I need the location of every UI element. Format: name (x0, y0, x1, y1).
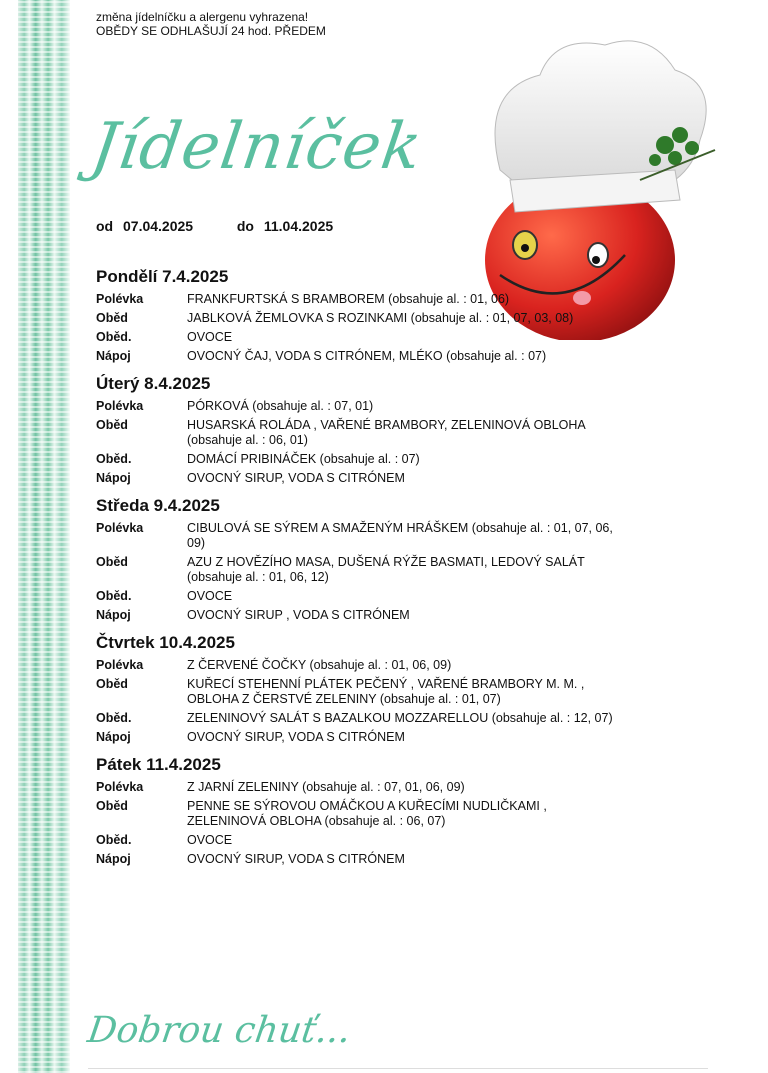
notice-line-2: OBĚDY SE ODHLAŠUJÍ 24 hod. PŘEDEM (96, 24, 326, 38)
row-text: OVOCNÝ ČAJ, VODA S CITRÓNEM, MLÉKO (obsahuje al. : 07) (187, 349, 547, 363)
menu-row (96, 608, 626, 623)
row-label: Polévka (96, 292, 144, 306)
menu-row (96, 311, 626, 326)
row-label: Oběd (96, 799, 128, 813)
row-label: Oběd. (96, 330, 132, 344)
row-label: Polévka (96, 399, 144, 413)
menu-row (96, 418, 626, 448)
menu-row (96, 711, 626, 726)
row-label: Polévka (96, 780, 144, 794)
row-label: Nápoj (96, 852, 131, 866)
row-text: FRANKFURTSKÁ S BRAMBOREM (obsahuje al. : 01, 06) (187, 292, 510, 306)
row-label: Nápoj (96, 349, 131, 363)
row-text: OVOCE (187, 833, 233, 847)
row-text: KUŘECÍ STEHENNÍ PLÁTEK PEČENÝ , VAŘENÉ BRAMBORY M. M. , OBLOHA Z ČERSTVÉ ZELENINY (obsahuje al. : 01, 07) (187, 677, 585, 706)
menu-row (96, 471, 626, 486)
row-text: CIBULOVÁ SE SÝREM A SMAŽENÝM HRÁŠKEM (obsahuje al. : 01, 07, 06, 09) (187, 521, 613, 550)
menu-row (96, 589, 626, 604)
row-text: OVOCNÝ SIRUP, VODA S CITRÓNEM (187, 471, 405, 485)
row-label: Oběd (96, 555, 128, 569)
day-block (96, 754, 626, 867)
date-range (96, 218, 339, 234)
menu-row (96, 799, 626, 829)
menu (96, 266, 626, 876)
row-text: PENNE SE SÝROVOU OMÁČKOU A KUŘECÍMI NUDLIČKAMI , ZELENINOVÁ OBLOHA (obsahuje al. : 06, 07) (187, 799, 547, 828)
menu-row (96, 852, 626, 867)
row-text: OVOCE (187, 330, 233, 344)
menu-row (96, 730, 626, 745)
from-date: 07.04.2025 (123, 218, 194, 234)
row-text: Z ČERVENÉ ČOČKY (obsahuje al. : 01, 06, 09) (187, 658, 452, 672)
row-label: Nápoj (96, 730, 131, 744)
row-label: Polévka (96, 658, 144, 672)
day-block (96, 632, 626, 745)
day-block (96, 495, 626, 623)
row-text: DOMÁCÍ PRIBINÁČEK (obsahuje al. : 07) (187, 452, 420, 466)
day-title: Pátek 11.4.2025 (96, 755, 221, 774)
notice-line-1: změna jídelníčku a alergenu vyhrazena! (96, 10, 309, 24)
menu-row (96, 780, 626, 795)
row-label: Oběd. (96, 589, 132, 603)
row-text: HUSARSKÁ ROLÁDA , VAŘENÉ BRAMBORY, ZELENINOVÁ OBLOHA (obsahuje al. : 06, 01) (187, 418, 586, 447)
row-text: AZU Z HOVĚZÍHO MASA, DUŠENÁ RÝŽE BASMATI, LEDOVÝ SALÁT (obsahuje al. : 01, 06, 12) (187, 555, 585, 584)
menu-row (96, 658, 626, 673)
day-title: Středa 9.4.2025 (96, 496, 220, 515)
menu-row (96, 555, 626, 585)
bottom-divider (88, 1068, 708, 1069)
row-text: Z JARNÍ ZELENINY (obsahuje al. : 07, 01, 06, 09) (187, 780, 465, 794)
row-label: Nápoj (96, 471, 131, 485)
menu-row (96, 399, 626, 414)
row-label: Oběd. (96, 452, 132, 466)
to-label: do (236, 218, 254, 234)
row-text: OVOCNÝ SIRUP, VODA S CITRÓNEM (187, 730, 405, 744)
to-date: 11.04.2025 (263, 218, 334, 234)
decorative-ribbon (18, 0, 70, 1073)
row-label: Oběd (96, 311, 128, 325)
row-text: PÓRKOVÁ (obsahuje al. : 07, 01) (187, 399, 374, 413)
row-label: Oběd (96, 418, 128, 432)
menu-row (96, 349, 626, 364)
day-title: Čtvrtek 10.4.2025 (96, 633, 235, 652)
menu-row (96, 677, 626, 707)
row-text: ZELENINOVÝ SALÁT S BAZALKOU MOZZARELLOU (obsahuje al. : 12, 07) (187, 711, 613, 725)
row-text: OVOCNÝ SIRUP, VODA S CITRÓNEM (187, 852, 405, 866)
row-text: OVOCE (187, 589, 233, 603)
row-text: JABLKOVÁ ŽEMLOVKA S ROZINKAMI (obsahuje al. : 01, 07, 03, 08) (187, 311, 574, 325)
menu-row (96, 292, 626, 307)
menu-row (96, 452, 626, 467)
footer-greeting: Dobrou chuť... (85, 1010, 354, 1051)
row-text: OVOCNÝ SIRUP , VODA S CITRÓNEM (187, 608, 410, 622)
menu-row (96, 521, 626, 551)
from-label: od (96, 218, 114, 234)
row-label: Nápoj (96, 608, 131, 622)
day-block (96, 373, 626, 486)
page-title: Jídelníček (86, 110, 427, 184)
row-label: Oběd. (96, 833, 132, 847)
day-title: Pondělí 7.4.2025 (96, 267, 229, 286)
row-label: Polévka (96, 521, 144, 535)
day-block (96, 266, 626, 364)
row-label: Oběd (96, 677, 128, 691)
menu-row (96, 833, 626, 848)
row-label: Oběd. (96, 711, 132, 725)
notice (96, 10, 326, 38)
day-title: Úterý 8.4.2025 (96, 374, 211, 393)
menu-row (96, 330, 626, 345)
